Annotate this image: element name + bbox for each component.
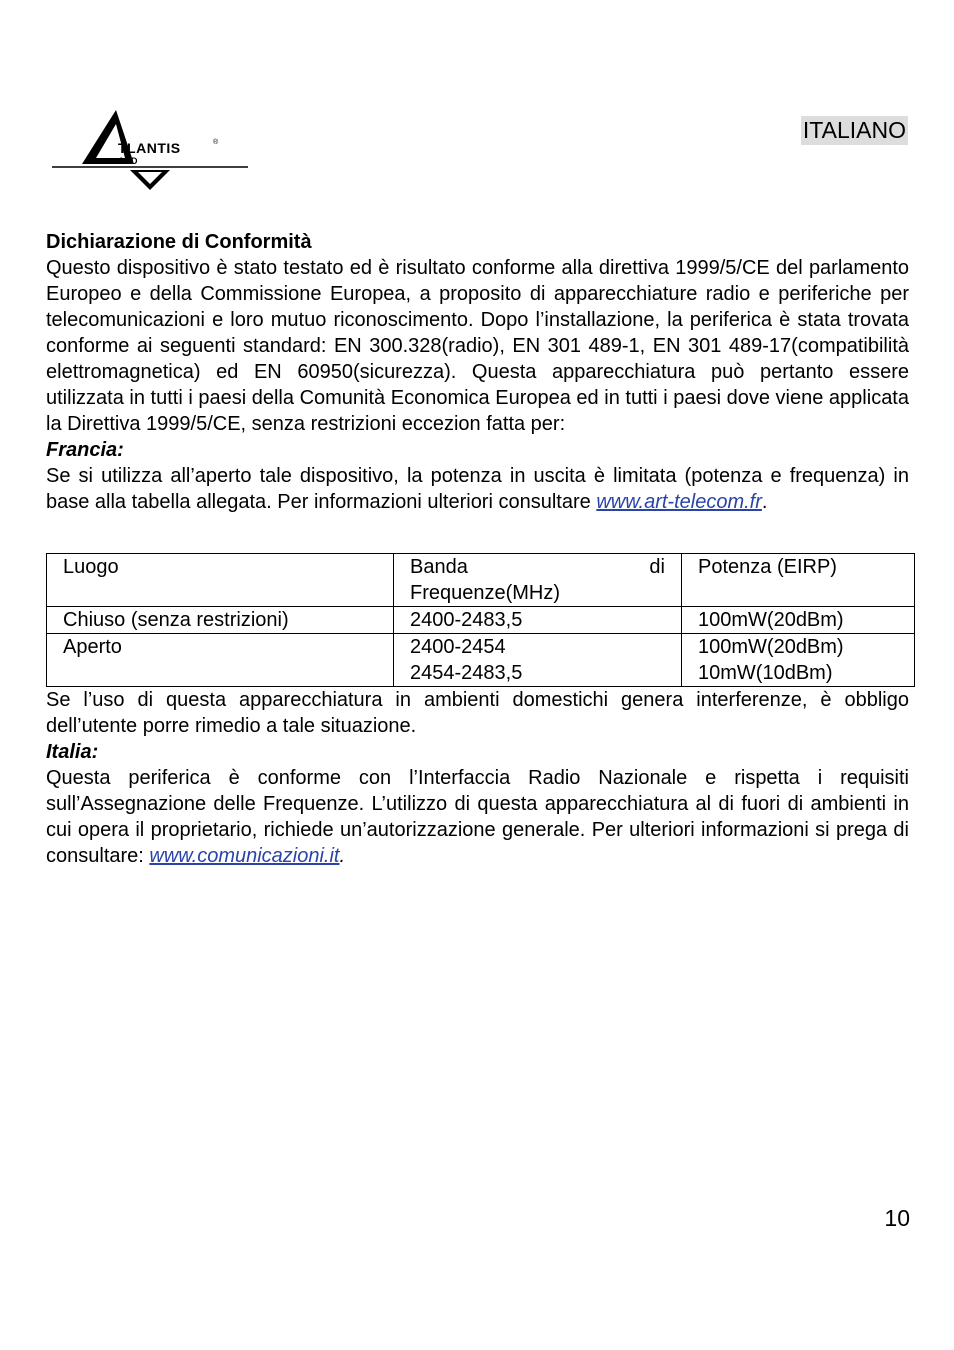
cell-banda-line: 2400-2454 <box>410 636 506 658</box>
cell-banda <box>394 607 682 634</box>
cell-banda-line: 2400-2483,5 <box>410 609 523 631</box>
header-potenza: Potenza (EIRP) <box>682 554 915 607</box>
italy-paragraph <box>46 765 909 869</box>
spacer <box>46 515 909 541</box>
cell-potenza-line: 100mW(20dBm) <box>698 636 844 658</box>
france-paragraph <box>46 463 909 515</box>
cell-banda-line: 2454-2483,5 <box>410 662 523 684</box>
cell-potenza <box>682 634 915 687</box>
comunicazioni-link[interactable]: www.comunicazioni.it <box>149 845 340 867</box>
svg-text:AND: AND <box>118 156 138 166</box>
cell-potenza <box>682 607 915 634</box>
italy-text: Questa periferica è conforme con l’Interfaccia Radio Nazionale e rispetta i requisiti sull’Assegnazione delle Frequenze. L’utilizzo di questa apparecchiatura al di fuori di ambienti in cui opera il proprietario, richiede un’autorizzazione generale. Per ulteriori informazioni si prega di consultare: <box>46 767 909 867</box>
document-body <box>46 229 909 869</box>
svg-text:TLANTIS: TLANTIS <box>118 140 181 156</box>
section-title: Dichiarazione di Conformità <box>46 231 312 253</box>
page-number: 10 <box>884 1205 910 1231</box>
cell-luogo: Chiuso (senza restrizioni) <box>47 607 394 634</box>
italy-link-suffix: . <box>339 845 346 867</box>
header-banda-part1: Banda <box>410 556 468 578</box>
cell-luogo: Aperto <box>47 634 394 687</box>
cell-potenza-line: 10mW(10dBm) <box>698 662 833 684</box>
table-row <box>47 634 915 687</box>
table-row <box>47 607 915 634</box>
after-table-paragraph: Se l’uso di questa apparecchiatura in ambienti domestichi genera interferenze, è obbligo dell’utente porre rimedio a tale situazione. <box>46 689 909 737</box>
cell-banda <box>394 634 682 687</box>
france-text: Se si utilizza all’aperto tale dispositivo, la potenza in uscita è limitata (potenza e frequenza) in base alla tabella allegata. Per informazioni ulteriori consultare <box>46 465 909 513</box>
table-header-row <box>47 554 915 607</box>
svg-text:®: ® <box>213 139 219 146</box>
intro-paragraph: Questo dispositivo è stato testato ed è risultato conforme alla direttiva 1999/5/CE del parlamento Europeo e della Commissione Europea, a proposito di apparecchiature radio e periferiche per telecomunicazioni e loro mutuo riconoscimento. Dopo l’installazione, la periferica è stata trovata conforme ai seguenti standard: EN 300.328(radio), EN 301 489-1, EN 301 489-17(compatibilità elettromagnetica) ed EN 60950(sicurezza). Questa apparecchiatura può pertanto essere utilizzata in tutti i paesi della Comunità Economica Europea ed in tutti i paesi dove viene applicata la Direttiva 1999/5/CE, senza restrizioni eccezion fatta per: <box>46 257 909 435</box>
france-link-suffix: . <box>761 491 768 513</box>
header-banda-part3: Frequenze(MHz) <box>410 582 561 604</box>
art-telecom-link[interactable]: www.art-telecom.fr <box>596 491 762 513</box>
header-luogo: Luogo <box>47 554 394 607</box>
atlantis-land-logo <box>52 108 248 198</box>
header-banda <box>394 554 682 607</box>
cell-potenza-line: 100mW(20dBm) <box>698 609 844 631</box>
italy-heading: Italia: <box>46 741 99 763</box>
header-banda-part2: di <box>649 556 665 578</box>
language-label: ITALIANO <box>802 117 906 143</box>
france-heading: Francia: <box>46 439 124 461</box>
frequency-table <box>46 553 915 687</box>
